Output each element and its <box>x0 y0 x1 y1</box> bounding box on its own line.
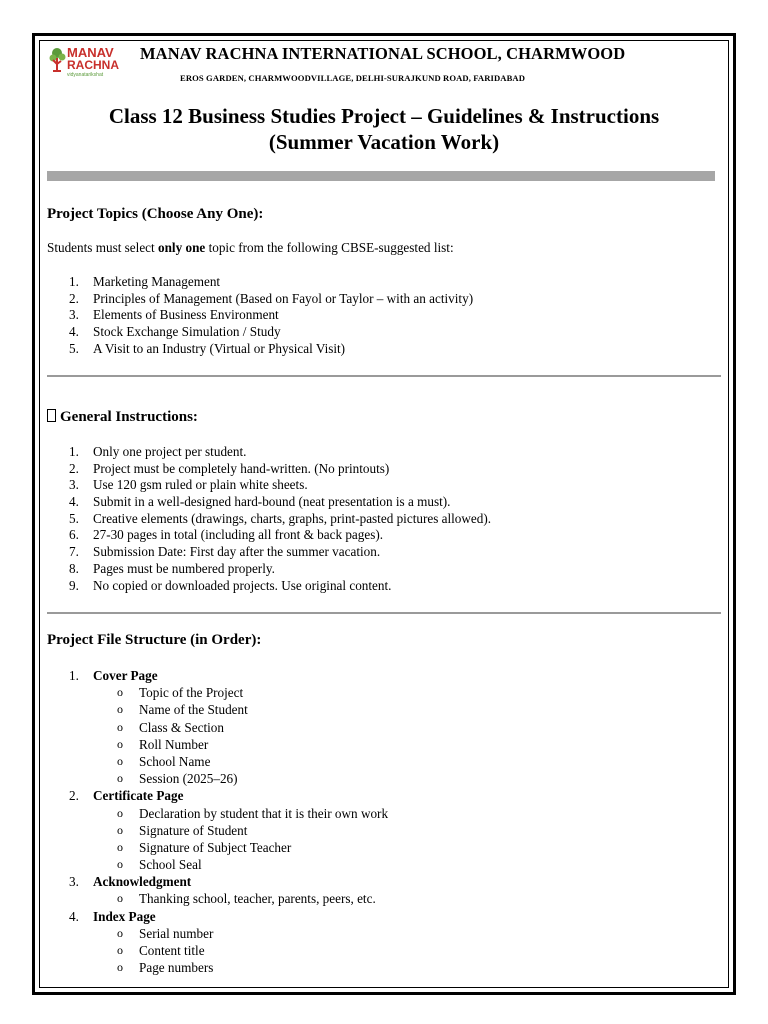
section-divider <box>47 612 721 614</box>
structure-list <box>47 667 388 976</box>
list-item: o Class & Section <box>117 719 224 735</box>
list-item: 7. Submission Date: First day after the summer vacation. <box>69 544 381 560</box>
structure-section: 3. Acknowledgment <box>69 874 192 890</box>
topics-intro: Students must select only one topic from the following CBSE-suggested list: <box>47 240 454 255</box>
list-item: 3. Use 120 gsm ruled or plain white sheets. <box>69 477 308 493</box>
structure-heading: Project File Structure (in Order): <box>47 632 262 648</box>
list-item: o Serial number <box>117 925 214 941</box>
list-item: o Signature of Subject Teacher <box>117 839 292 855</box>
school-logo <box>48 44 132 80</box>
list-item: 1. Marketing Management <box>69 274 221 289</box>
list-item: 6. 27-30 pages in total (including all front & back pages). <box>69 527 384 543</box>
list-item: 3. Elements of Business Environment <box>69 307 279 323</box>
title-line-2: (Summer Vacation Work) <box>268 130 500 154</box>
logo-word-2: RACHNA <box>67 58 119 72</box>
structure-section: 2. Certificate Page <box>69 788 184 804</box>
list-item: o Session (2025–26) <box>117 771 238 787</box>
logo-word-1: MANAV <box>67 45 114 60</box>
list-item: o Thanking school, teacher, parents, peers, etc. <box>117 891 376 907</box>
tree-logo-icon <box>48 44 132 80</box>
title-line-1: Class 12 Business Studies Project – Guidelines & Instructions <box>108 104 660 128</box>
list-item: o School Seal <box>117 857 202 873</box>
list-item: o Content title <box>117 943 205 958</box>
logo-tagline: vidyanatarikshat <box>67 72 104 78</box>
list-item: 1. Only one project per student. <box>69 444 247 459</box>
list-item: 9. No copied or downloaded projects. Use original content. <box>69 577 392 593</box>
structure-section: 1. Cover Page <box>69 668 158 683</box>
document-title <box>47 103 721 155</box>
list-item: 8. Pages must be numbered properly. <box>69 560 275 576</box>
structure-section: 4. Index Page <box>69 908 156 924</box>
list-item: 2. Project must be completely hand-written. (No printouts) <box>69 460 390 476</box>
list-item: o Topic of the Project <box>117 685 244 701</box>
list-item: 4. Submit in a well-designed hard-bound (neat presentation is a must). <box>69 494 451 510</box>
missing-glyph-icon <box>47 409 56 422</box>
instructions-heading: General Instructions: <box>47 409 198 426</box>
section-divider <box>47 375 721 377</box>
list-item: o Name of the Student <box>117 702 248 718</box>
list-item: o Signature of Student <box>117 822 248 838</box>
list-item: 5. A Visit to an Industry (Virtual or Physical Visit) <box>69 340 346 356</box>
list-item: o Roll Number <box>117 736 209 752</box>
instructions-list <box>47 444 491 594</box>
list-item: o Declaration by student that it is their own work <box>117 805 389 821</box>
list-item: 5. Creative elements (drawings, charts, graphs, print-pasted pictures allowed). <box>69 510 492 526</box>
header-divider-bar <box>47 171 715 181</box>
list-item: o School Name <box>117 753 211 769</box>
school-name: MANAV RACHNA INTERNATIONAL SCHOOL, CHARMWOOD <box>140 44 626 63</box>
topics-list <box>47 274 473 357</box>
school-address: EROS GARDEN, CHARMWOODVILLAGE, DELHI-SURAJKUND ROAD, FARIDABAD <box>180 73 526 83</box>
list-item: 2. Principles of Management (Based on Fayol or Taylor – with an activity) <box>69 290 474 306</box>
topics-heading: Project Topics (Choose Any One): <box>47 206 264 222</box>
list-item: o Page numbers <box>117 960 214 976</box>
list-item: 4. Stock Exchange Simulation / Study <box>69 324 281 340</box>
